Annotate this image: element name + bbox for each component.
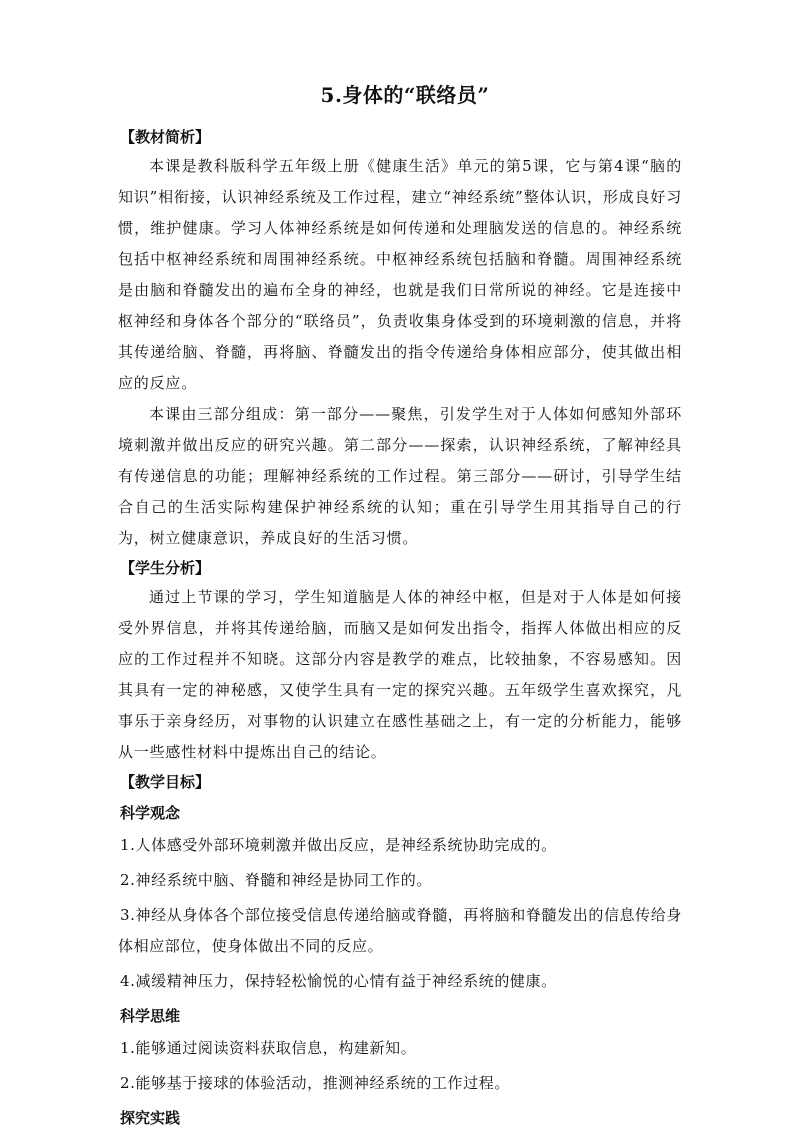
concept-item: 3.神经从身体各个部位接受信息传递给脑或脊髓，再将脑和脊髓发出的信息传给身体相应部位，使身体做出不同的反应。 <box>118 906 682 955</box>
section-heading-student: 【学生分析】 <box>120 559 211 577</box>
concept-item: 2.神经系统中脑、脊髓和神经是协同工作的。 <box>120 871 432 889</box>
subheading-science-thinking: 科学思维 <box>120 1007 181 1025</box>
section-heading-analysis: 【教材简析】 <box>120 128 211 146</box>
thinking-item: 1.能够通过阅读资料获取信息，构建新知。 <box>120 1039 417 1057</box>
subheading-inquiry-practice: 探究实践 <box>120 1109 181 1127</box>
analysis-paragraph-2: 本课由三部分组成：第一部分——聚焦，引发学生对于人体如何感知外部环境刺激并做出反应的研究兴趣。第二部分——探索，认识神经系统，了解神经具有传递信息的功能；理解神经系统的工作过程。第三部分——研讨，引导学生结合自己的生活实际构建保护神经系统的认知；重在引导学生用其指导自己的行为，树立健康意识，养成良好的生活习惯。 <box>118 405 682 547</box>
subheading-science-concept: 科学观念 <box>120 804 181 822</box>
concept-item: 1.人体感受外部环境刺激并做出反应，是神经系统协助完成的。 <box>120 836 557 854</box>
document-title: 5.身体的“联络员” <box>320 83 490 107</box>
analysis-paragraph-1: 本课是教科版科学五年级上册《健康生活》单元的第5课，它与第4课“脑的知识”相衔接，认识神经系统及工作过程，建立“神经系统”整体认识，形成良好习惯，维护健康。学习人体神经系统是如何传递和处理脑发送的信息的。神经系统包括中枢神经系统和周围神经系统。中枢神经系统包括脑和脊髓。周围神经系统是由脑和脊髓发出的遍布全身的神经，也就是我们日常所说的神经。它是连接中枢神经和身体各个部分的“联络员”，负责收集身体受到的环境刺激的信息，并将其传递给脑、脊髓，再将脑、脊髓发出的指令传递给身体相应部分，使其做出相应的反应。 <box>118 157 682 392</box>
section-heading-goals: 【教学目标】 <box>120 773 211 791</box>
student-paragraph-1: 通过上节课的学习，学生知道脑是人体的神经中枢，但是对于人体是如何接受外界信息，并将其传递给脑，而脑又是如何发出指令，指挥人体做出相应的反应的工作过程并不知晓。这部分内容是教学的难点，比较抽象，不容易感知。因其具有一定的神秘感，又使学生具有一定的探究兴趣。五年级学生喜欢探究，凡事乐于亲身经历，对事物的认识建立在感性基础之上，有一定的分析能力，能够从一些感性材料中提炼出自己的结论。 <box>118 588 682 761</box>
concept-item: 4.减缓精神压力，保持轻松愉悦的心情有益于神经系统的健康。 <box>120 972 557 990</box>
thinking-item: 2.能够基于接球的体验活动，推测神经系统的工作过程。 <box>120 1074 510 1092</box>
